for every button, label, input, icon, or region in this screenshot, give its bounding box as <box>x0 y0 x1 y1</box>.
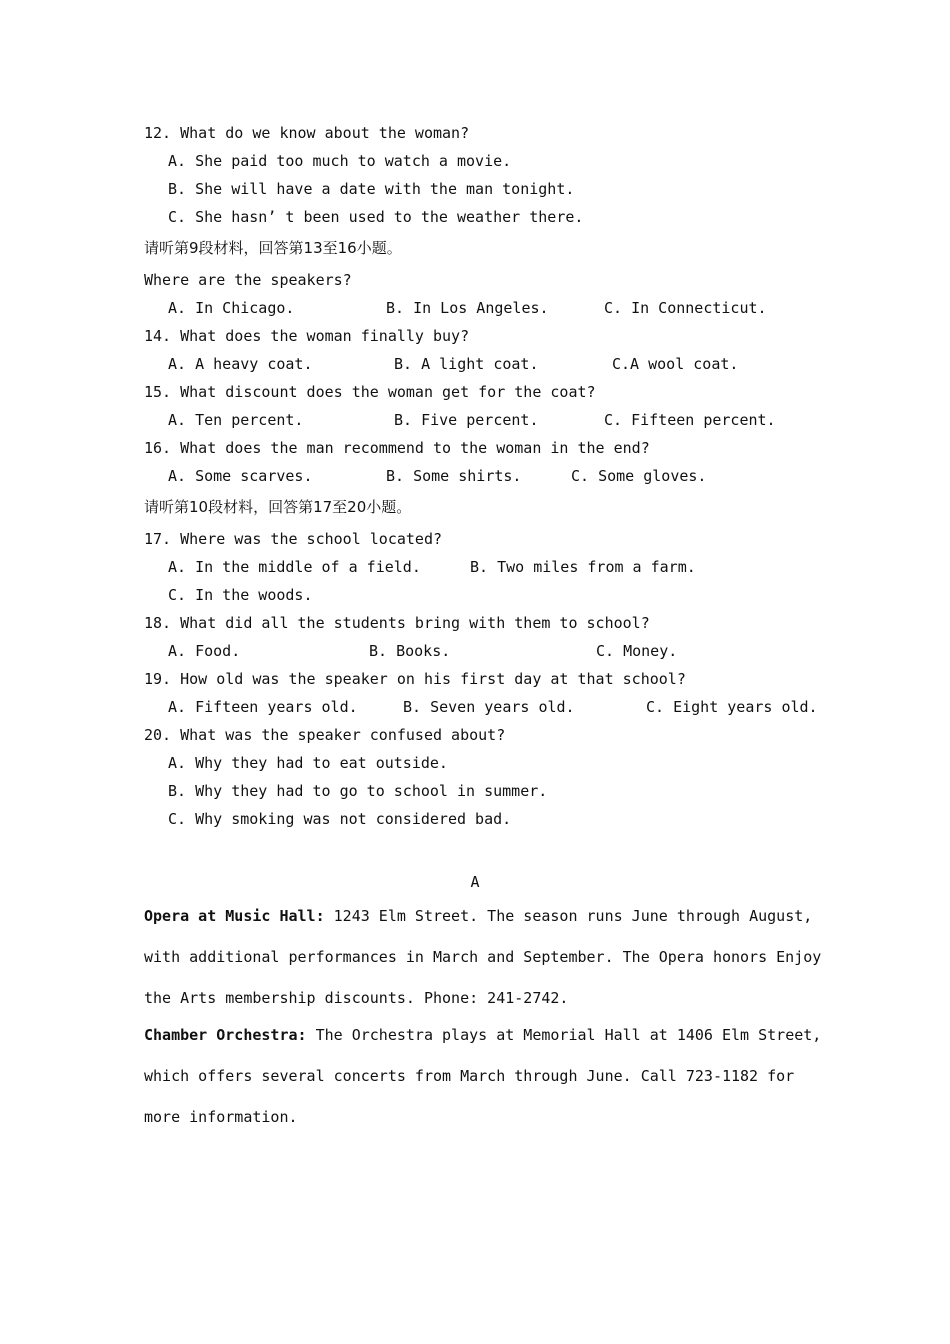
q17-option-a: A. In the middle of a field. <box>168 558 421 576</box>
q20-option-b: B. Why they had to go to school in summer. <box>168 782 548 800</box>
q20-question: 20. What was the speaker confused about? <box>144 726 506 744</box>
q18-option-b: B. Books. <box>369 642 451 660</box>
q13-option-c: C. In Connecticut. <box>604 299 767 317</box>
q14-option-b: B. A light coat. <box>394 355 539 373</box>
q14-option-c: C.A wool coat. <box>612 355 739 373</box>
q16-option-b: B. Some shirts. <box>386 467 522 485</box>
section-10-instruction: 请听第10段材料，回答第17至20小题。 <box>144 498 412 516</box>
q12-option-a: A. She paid too much to watch a movie. <box>168 152 512 170</box>
q20-option-a: A. Why they had to eat outside. <box>168 754 448 772</box>
q14-question: 14. What does the woman finally buy? <box>144 327 470 345</box>
q13-option-b: B. In Los Angeles. <box>386 299 549 317</box>
q19-option-b: B. Seven years old. <box>403 698 575 716</box>
chamber-text: The Orchestra plays at Memorial Hall at 1406 Elm Street, which offers several concerts from March through June. Call 723-1182 for more information. <box>144 1026 822 1126</box>
q15-option-c: C. Fifteen percent. <box>604 411 776 429</box>
q14-option-a: A. A heavy coat. <box>168 355 313 373</box>
q18-option-c: C. Money. <box>596 642 678 660</box>
q12-option-c: C. She hasn’ t been used to the weather there. <box>168 208 584 226</box>
q17-option-c: C. In the woods. <box>168 586 313 604</box>
q16-option-a: A. Some scarves. <box>168 467 313 485</box>
q19-option-c: C. Eight years old. <box>646 698 818 716</box>
chamber-paragraph <box>144 1015 824 1138</box>
q19-option-a: A. Fifteen years old. <box>168 698 358 716</box>
q16-question: 16. What does the man recommend to the woman in the end? <box>144 439 650 457</box>
q15-question: 15. What discount does the woman get for the coat? <box>144 383 596 401</box>
q17-option-b: B. Two miles from a farm. <box>470 558 696 576</box>
opera-paragraph <box>144 896 824 1019</box>
q16-option-c: C. Some gloves. <box>571 467 707 485</box>
q13-option-a: A. In Chicago. <box>168 299 295 317</box>
q17-question: 17. Where was the school located? <box>144 530 443 548</box>
section-9-instruction: 请听第9段材料，回答第13至16小题。 <box>144 239 402 257</box>
q19-question: 19. How old was the speaker on his first day at that school? <box>144 670 686 688</box>
q18-question: 18. What did all the students bring with them to school? <box>144 614 650 632</box>
q12-option-b: B. She will have a date with the man tonight. <box>168 180 575 198</box>
opera-label: Opera at Music Hall: <box>144 907 325 925</box>
reading-section-letter: A <box>470 873 480 891</box>
q15-option-a: A. Ten percent. <box>168 411 304 429</box>
chamber-label: Chamber Orchestra: <box>144 1026 307 1044</box>
opera-text: 1243 Elm Street. The season runs June through August, with additional performances in March and September. The Opera honors Enjoy the Arts membership discounts. Phone: 241-2742. <box>144 907 822 1007</box>
q12-question: 12. What do we know about the woman? <box>144 124 470 142</box>
q15-option-b: B. Five percent. <box>394 411 539 429</box>
q13-question: Where are the speakers? <box>144 271 352 289</box>
q20-option-c: C. Why smoking was not considered bad. <box>168 810 512 828</box>
q18-option-a: A. Food. <box>168 642 241 660</box>
